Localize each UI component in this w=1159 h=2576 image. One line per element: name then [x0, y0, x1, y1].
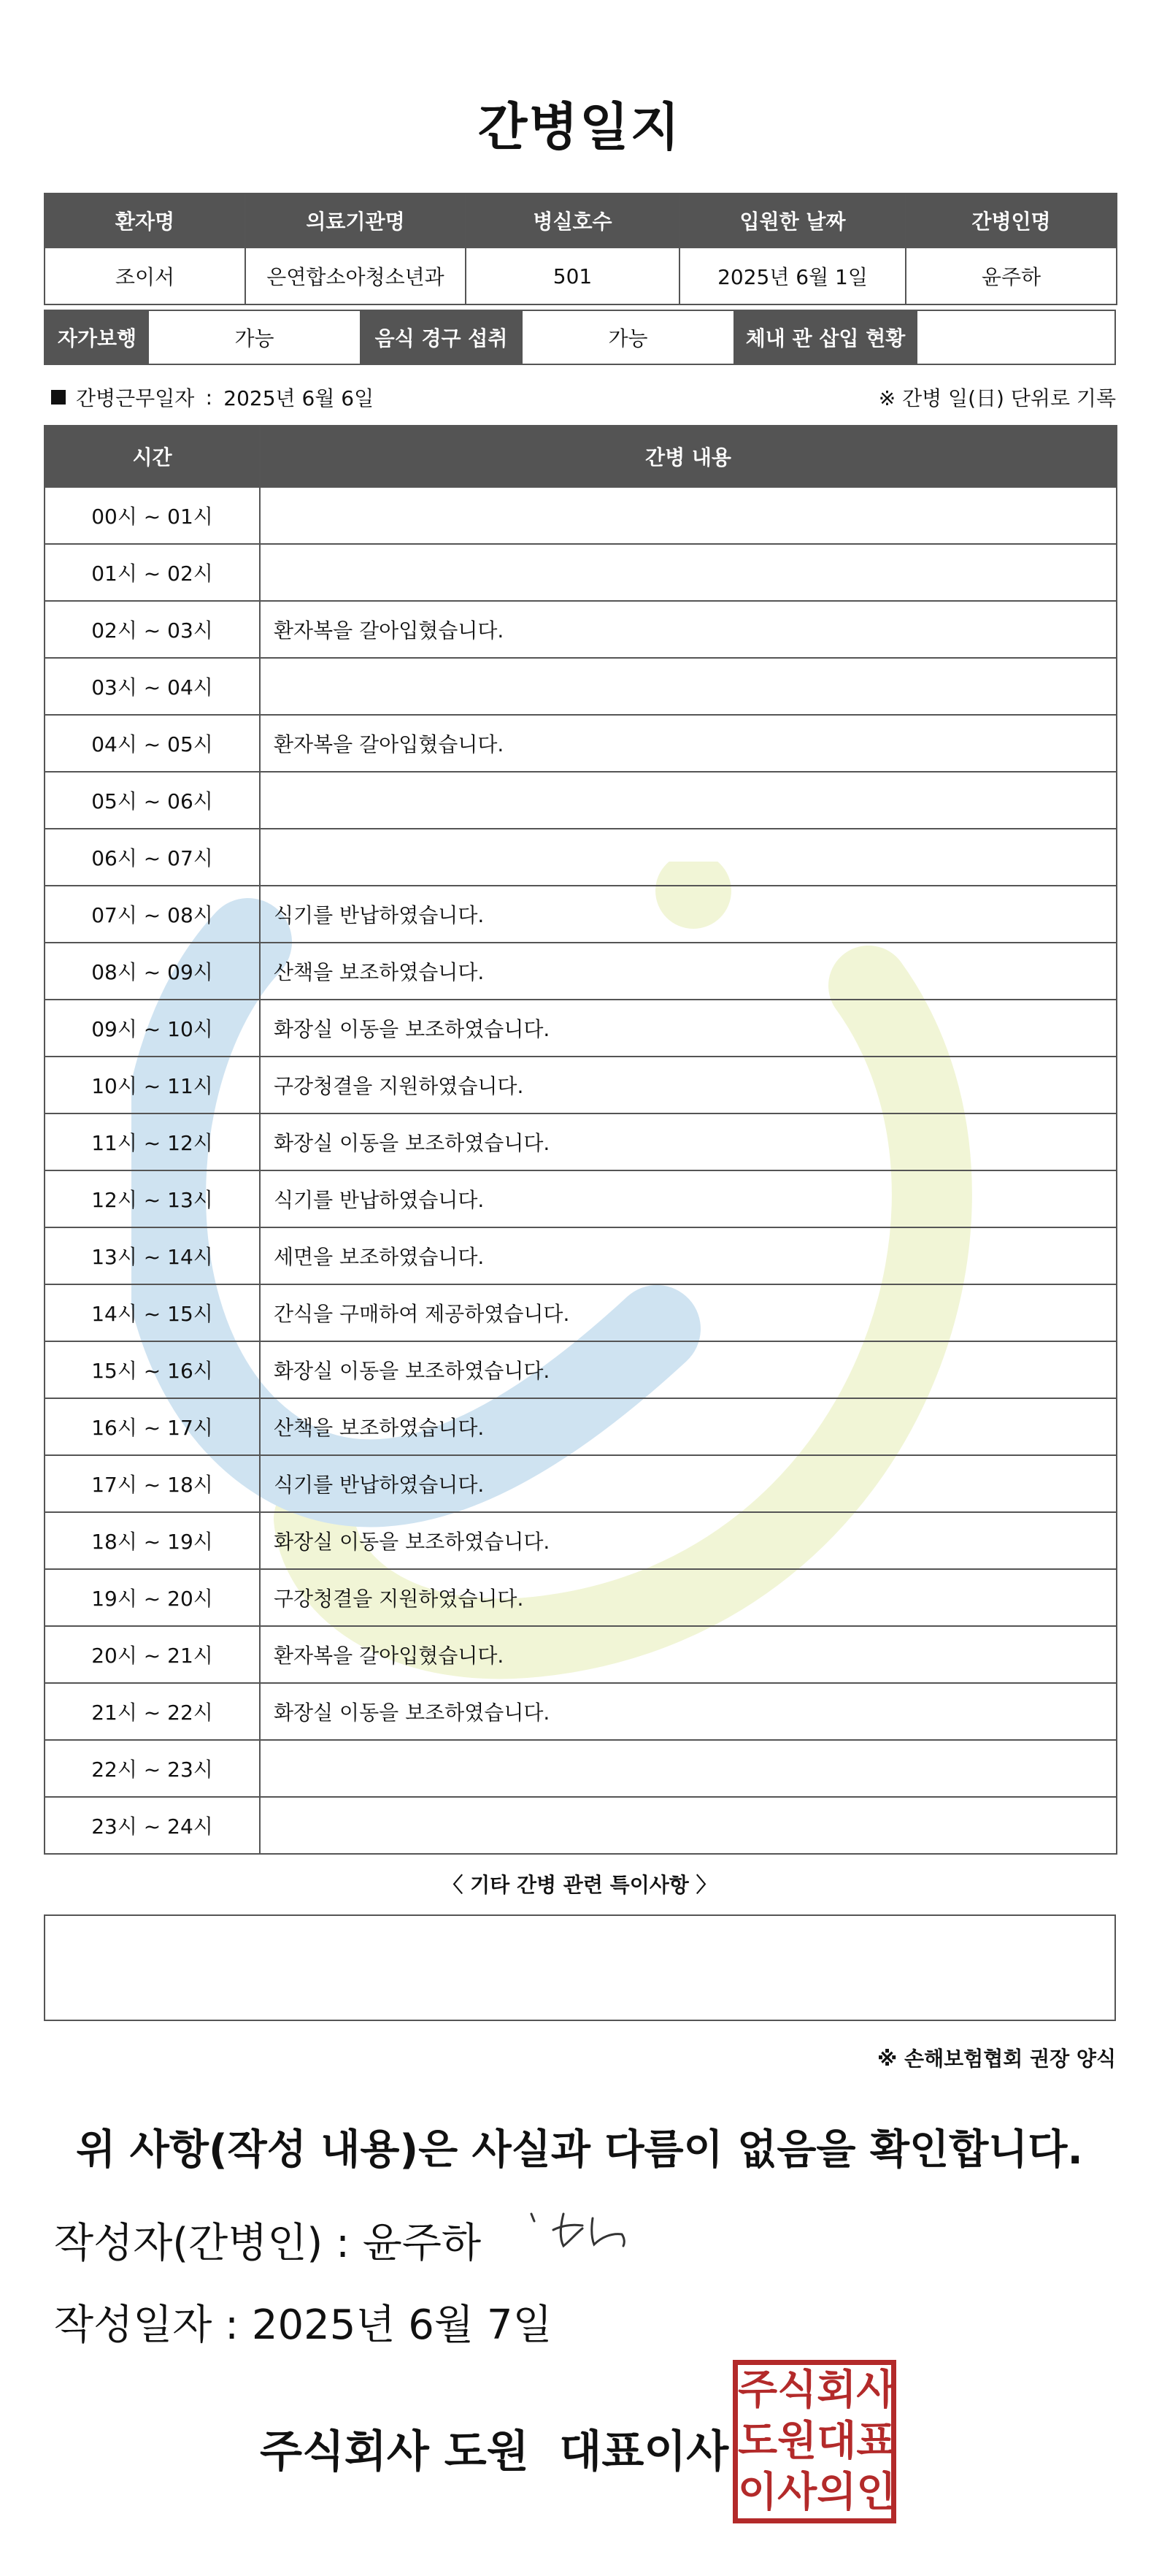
table-row — [45, 1455, 1117, 1512]
care-content: 화장실 이동을 보조하였습니다. — [260, 1512, 1117, 1569]
write-date-line — [54, 2293, 552, 2351]
tube-label: 체내 관 삽입 현황 — [733, 311, 917, 364]
seal-character: 주 — [738, 2366, 778, 2414]
care-content: 화장실 이동을 보조하였습니다. — [260, 1683, 1117, 1740]
table-row — [45, 1683, 1117, 1740]
company-seal-stamp — [733, 2360, 896, 2523]
tube-value — [917, 311, 1114, 364]
table-row — [45, 1057, 1117, 1113]
time-slot: 12시 ~ 13시 — [45, 1170, 260, 1227]
time-slot: 01시 ~ 02시 — [45, 544, 260, 601]
time-slot: 09시 ~ 10시 — [45, 1000, 260, 1057]
table-row — [45, 658, 1117, 715]
time-slot: 02시 ~ 03시 — [45, 601, 260, 658]
seal-row — [738, 2467, 896, 2518]
seal-character: 사 — [777, 2469, 817, 2516]
time-slot: 16시 ~ 17시 — [45, 1398, 260, 1455]
signature-mark — [525, 2204, 642, 2255]
care-content: 구강청결을 지원하였습니다. — [260, 1569, 1117, 1626]
page-title: 간병일지 — [477, 97, 682, 157]
confirmation-statement: 위 사항(작성 내용)은 사실과 다름이 없음을 확인합니다. — [76, 2126, 1083, 2174]
write-date: 2025년 6월 7일 — [251, 2301, 552, 2349]
recommendation-note: ※ 손해보험협회 권장 양식 — [877, 2047, 1116, 2071]
time-slot: 22시 ~ 23시 — [45, 1740, 260, 1797]
table-row — [45, 1569, 1117, 1626]
time-slot: 17시 ~ 18시 — [45, 1455, 260, 1512]
table-row — [45, 1341, 1117, 1398]
care-content: 식기를 반납하였습니다. — [260, 1455, 1117, 1512]
self-care-value: 가능 — [149, 311, 360, 364]
work-day-line — [51, 380, 1116, 415]
time-slot: 08시 ~ 09시 — [45, 943, 260, 1000]
table-row — [45, 772, 1117, 829]
care-content: 세면을 보조하였습니다. — [260, 1227, 1117, 1284]
time-slot: 19시 ~ 20시 — [45, 1569, 260, 1626]
table-row — [45, 1797, 1117, 1854]
time-slot: 14시 ~ 15시 — [45, 1284, 260, 1341]
time-slot: 04시 ~ 05시 — [45, 715, 260, 772]
writer-line — [54, 2211, 481, 2269]
care-content — [260, 487, 1117, 544]
table-row — [45, 1113, 1117, 1170]
care-content: 구강청결을 지원하였습니다. — [260, 1057, 1117, 1113]
care-content: 식기를 반납하였습니다. — [260, 886, 1117, 943]
time-slot: 10시 ~ 11시 — [45, 1057, 260, 1113]
care-content: 환자복을 갈아입혔습니다. — [260, 715, 1117, 772]
company-representative: 주식회사 도원 대표이사 — [260, 2426, 729, 2477]
table-row — [45, 1227, 1117, 1284]
admission-date: 2025년 6월 1일 — [679, 248, 906, 304]
time-slot: 21시 ~ 22시 — [45, 1683, 260, 1740]
room-number: 501 — [466, 248, 679, 304]
writer-label: 작성자(간병인) : — [54, 2220, 350, 2267]
care-log-body — [45, 487, 1117, 1854]
care-content: 산책을 보조하였습니다. — [260, 943, 1117, 1000]
care-content: 화장실 이동을 보조하였습니다. — [260, 1000, 1117, 1057]
care-content: 환자복을 갈아입혔습니다. — [260, 1626, 1117, 1683]
time-slot: 05시 ~ 06시 — [45, 772, 260, 829]
bullet-square-icon — [51, 390, 66, 405]
care-content — [260, 1797, 1117, 1854]
time-slot: 11시 ~ 12시 — [45, 1113, 260, 1170]
care-content: 화장실 이동을 보조하였습니다. — [260, 1113, 1117, 1170]
seal-character: 도 — [738, 2418, 778, 2465]
table-row — [45, 601, 1117, 658]
table-row — [45, 1284, 1117, 1341]
time-slot: 23시 ~ 24시 — [45, 1797, 260, 1854]
table-row — [45, 1512, 1117, 1569]
table-row — [45, 886, 1117, 943]
header-patient-name: 환자명 — [45, 193, 245, 248]
seal-character: 대 — [817, 2418, 857, 2465]
seal-character: 사 — [856, 2366, 896, 2414]
seal-character: 표 — [856, 2418, 896, 2465]
remarks-box — [44, 1914, 1116, 2021]
seal-character: 인 — [856, 2469, 896, 2516]
table-row — [45, 829, 1117, 886]
time-slot: 06시 ~ 07시 — [45, 829, 260, 886]
header-admission-date: 입원한 날짜 — [679, 193, 906, 248]
time-slot: 18시 ~ 19시 — [45, 1512, 260, 1569]
self-care-label: 자가보행 — [45, 311, 149, 364]
patient-status-row — [44, 310, 1116, 365]
table-row — [45, 1398, 1117, 1455]
writer-name: 윤주하 — [362, 2220, 482, 2267]
seal-row — [738, 2365, 896, 2416]
seal-character: 이 — [738, 2469, 778, 2516]
table-row — [45, 715, 1117, 772]
table-row — [45, 943, 1117, 1000]
care-content — [260, 544, 1117, 601]
caregiver-name: 윤주하 — [906, 248, 1117, 304]
work-day-label: 간병근무일자 — [76, 386, 195, 410]
care-content — [260, 772, 1117, 829]
time-slot: 03시 ~ 04시 — [45, 658, 260, 715]
care-content: 식기를 반납하였습니다. — [260, 1170, 1117, 1227]
seal-character: 의 — [817, 2469, 857, 2516]
header-time: 시간 — [45, 426, 260, 487]
hospital-name: 은연합소아청소년과 — [245, 248, 466, 304]
seal-character: 식 — [777, 2366, 817, 2414]
header-hospital: 의료기관명 — [245, 193, 466, 248]
table-row — [45, 487, 1117, 544]
care-content: 환자복을 갈아입혔습니다. — [260, 601, 1117, 658]
patient-name: 조이서 — [45, 248, 245, 304]
write-date-label: 작성일자 : — [54, 2301, 239, 2349]
table-row — [45, 544, 1117, 601]
time-slot: 00시 ~ 01시 — [45, 487, 260, 544]
time-slot: 20시 ~ 21시 — [45, 1626, 260, 1683]
care-content — [260, 658, 1117, 715]
table-row — [45, 1626, 1117, 1683]
header-room: 병실호수 — [466, 193, 679, 248]
table-row — [45, 1000, 1117, 1057]
oral-intake-value: 가능 — [523, 311, 733, 364]
remarks-title: 〈 기타 간병 관련 특이사항 〉 — [442, 1873, 717, 1897]
work-day-separator: : — [205, 385, 213, 410]
care-content — [260, 829, 1117, 886]
table-row — [45, 1170, 1117, 1227]
seal-row — [738, 2416, 896, 2467]
header-care-content: 간병 내용 — [260, 426, 1117, 487]
care-content: 산책을 보조하였습니다. — [260, 1398, 1117, 1455]
patient-info-table — [44, 193, 1117, 305]
care-content — [260, 1740, 1117, 1797]
care-log-table — [44, 425, 1117, 1855]
work-day-date: 2025년 6월 6일 — [223, 386, 374, 410]
care-content: 화장실 이동을 보조하였습니다. — [260, 1341, 1117, 1398]
oral-intake-label: 음식 경구 섭취 — [360, 311, 523, 364]
table-row — [45, 1740, 1117, 1797]
work-day-note: ※ 간병 일(日) 단위로 기록 — [878, 386, 1116, 410]
seal-character: 회 — [817, 2366, 857, 2414]
header-caregiver: 간병인명 — [906, 193, 1117, 248]
time-slot: 15시 ~ 16시 — [45, 1341, 260, 1398]
care-content: 간식을 구매하여 제공하였습니다. — [260, 1284, 1117, 1341]
seal-character: 원 — [777, 2418, 817, 2465]
time-slot: 07시 ~ 08시 — [45, 886, 260, 943]
time-slot: 13시 ~ 14시 — [45, 1227, 260, 1284]
